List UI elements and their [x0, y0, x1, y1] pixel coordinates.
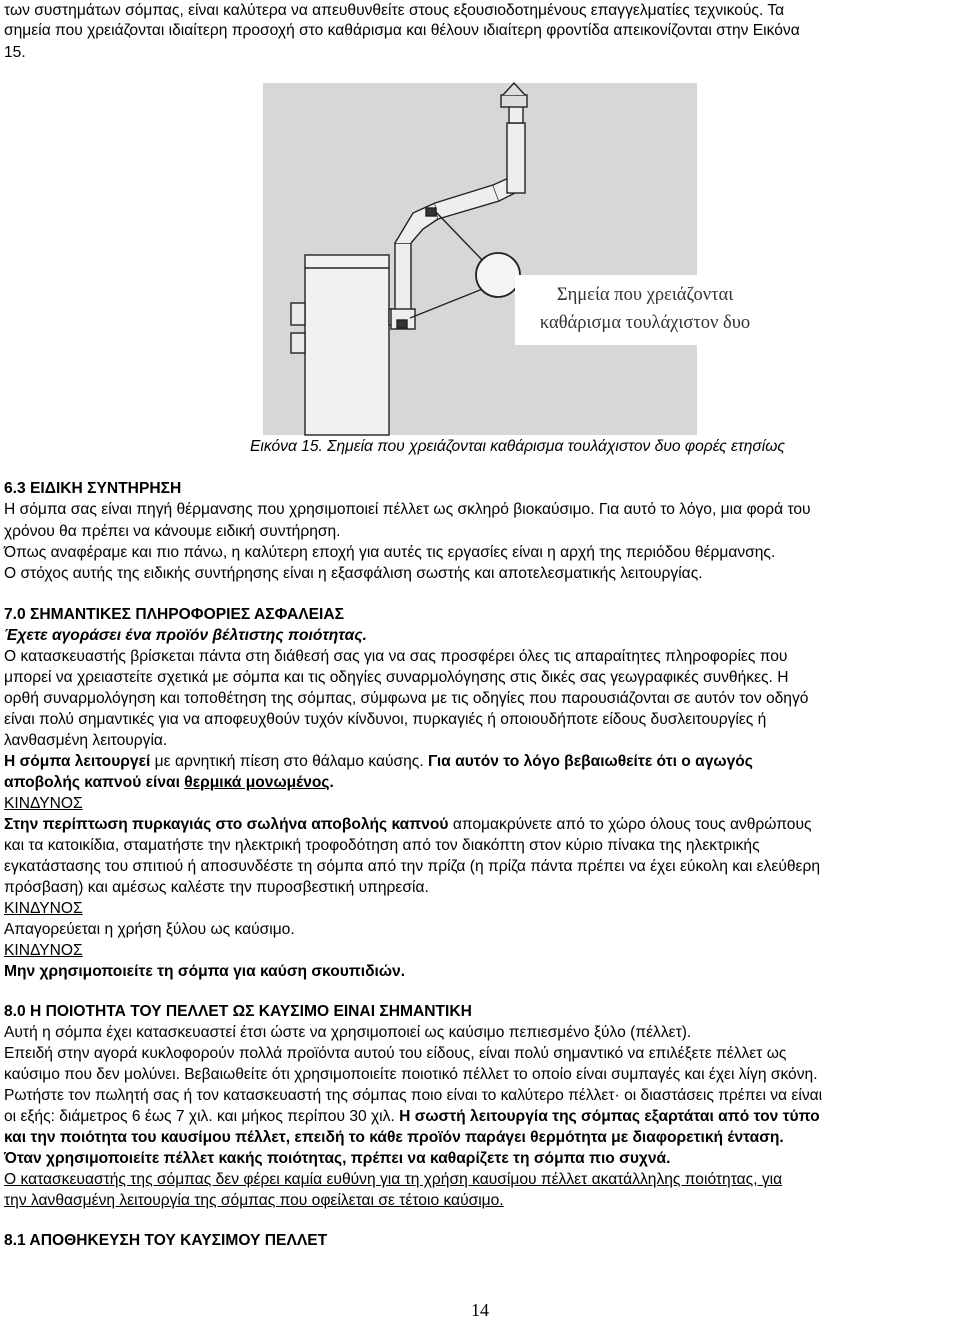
text: απομακρύνετε από το χώρο όλους τους ανθρώπους: [448, 816, 812, 833]
stove-body: [305, 255, 389, 435]
underlined-text: θερμικά μονωμένος: [184, 774, 330, 791]
stove-diagram: [263, 83, 697, 435]
section-heading: 8.0 Η ΠΟΙΟΤΗΤΑ ΤΟΥ ΠΕΛΛΕΤ ΩΣ ΚΑΥΣΙΜΟ ΕΙΝΑΙ ΣΗΜΑΝΤΙΚΗ: [4, 1003, 472, 1020]
paragraph-line: ορθή συναρμολόγηση και τοποθέτηση της σόμπας, σύμφωνα με τις οδηγίες που παρουσιάζονται σε αυτόν τον οδηγό: [4, 690, 809, 707]
paragraph-line: πρόσβαση) και αμέσως καλέστε την πυροσβεστική υπηρεσία.: [4, 879, 429, 896]
paragraph-line: Απαγορεύεται η χρήση ξύλου ως καύσιμο.: [4, 921, 295, 938]
paragraph-line: Ρωτήστε τον πωλητή σας ή τον κατασκευαστή της σόμπας ποιο είναι το καλύτερο πέλλετ· οι διαστάσεις πρέπει να είναι: [4, 1087, 823, 1104]
paragraph-line: Αυτή η σόμπα έχει κατασκευαστεί έτσι ώστε να χρησιμοποιεί ως καύσιμο πεπιεσμένο ξύλο (πέλλετ).: [4, 1024, 692, 1041]
bold-text: Στην περίπτωση πυρκαγιάς στο σωλήνα αποβολής καπνού: [4, 816, 449, 833]
paragraph-line: Όπως αναφέραμε και πιο πάνω, η καλύτερη εποχή για αυτές τις εργασίες είναι η αρχή της περιόδου θέρμανσης.: [4, 544, 776, 561]
paragraph-line: [4, 773, 334, 793]
callout-line: Σημεία που χρειάζονται: [556, 285, 734, 305]
paragraph-line: Επειδή στην αγορά κυκλοφορούν πολλά προϊόντα αυτού του είδους, είναι πολύ σημαντικό να επιλέξετε πέλλετ ως: [4, 1045, 787, 1062]
figure-caption: Εικόνα 15. Σημεία που χρειάζονται καθάρισμα τουλάχιστον δυο φορές ετησίως: [250, 438, 785, 455]
paragraph-line: [4, 1107, 820, 1127]
intro-line: των συστημάτων σόμπας, είναι καλύτερα να απευθυνθείτε στους εξουσιοδοτημένους επαγγελματίες τεχνικούς. Τα: [4, 2, 785, 19]
paragraph-line: την λανθασμένη λειτουργία της σόμπας που οφείλεται σε τέτοιο καύσιμο.: [4, 1192, 504, 1209]
danger-label: ΚΙΝΔΥΝΟΣ: [4, 900, 83, 917]
bold-text: αποβολής καπνού είναι: [4, 774, 185, 791]
paragraph-line: Όταν χρησιμοποιείτε πέλλετ κακής ποιότητας, πρέπει να καθαρίζετε τη σόμπα πιο συχνά.: [4, 1150, 671, 1167]
paragraph-line: και τα κατοικίδια, σταματήστε την ηλεκτρική τροφοδότηση από τον διακόπτη στον κύριο πίνακα της ηλεκτρικής: [4, 837, 760, 854]
danger-label: ΚΙΝΔΥΝΟΣ: [4, 795, 83, 812]
chimney-pipe: [507, 123, 525, 193]
intro-line: σημεία που χρειάζονται ιδιαίτερη προσοχή στο καθάρισμα και θέλουν ιδιαίτερη φροντίδα απεικονίζονται στην Εικόνα: [4, 22, 800, 39]
bold-text: Η σωστή λειτουργία της σόμπας εξαρτάται από τον τύπο: [399, 1108, 820, 1125]
paragraph-line: λανθασμένη λειτουργία.: [4, 732, 168, 749]
paragraph-line: Μην χρησιμοποιείτε τη σόμπα για καύση σκουπιδιών.: [4, 963, 406, 980]
paragraph-line: καύσιμο που δεν μολύνει. Βεβαιωθείτε ότι χρησιμοποιείτε ποιοτικό πέλλετ το οποίο είναι συμπαγές και έχει λίγη σκόνη.: [4, 1066, 818, 1083]
text: με αρνητική πίεση στο θάλαμο καύσης.: [150, 753, 428, 770]
paragraph-line: [4, 815, 812, 835]
section-heading: 7.0 ΣΗΜΑΝΤΙΚΕΣ ΠΛΗΡΟΦΟΡΙΕΣ ΑΣΦΑΛΕΙΑΣ: [4, 606, 344, 623]
paragraph-line: Η σόμπα σας είναι πηγή θέρμανσης που χρησιμοποιεί πέλλετ ως σκληρό βιοκαύσιμο. Για αυτό το λόγο, μια φορά του: [4, 501, 811, 518]
callout-line: καθάρισμα τουλάχιστον δυο: [539, 313, 751, 333]
cleaning-point-circle: [476, 253, 520, 297]
subheading: Έχετε αγοράσει ένα προϊόν βέλτιστης ποιότητας.: [4, 627, 367, 644]
paragraph-line: Ο κατασκευαστής βρίσκεται πάντα στη διάθεσή σας για να σας προσφέρει όλες τις απαραίτητες πληροφορίες που: [4, 648, 788, 665]
bold-text: Για αυτόν το λόγο βεβαιωθείτε ότι ο αγωγός: [427, 753, 753, 770]
figure-callout: [515, 275, 775, 345]
bold-text: Η σόμπα λειτουργεί: [4, 753, 151, 770]
paragraph-line: Ο κατασκευαστής της σόμπας δεν φέρει καμία ευθύνη για τη χρήση καυσίμου πέλλετ ακατάλληλης ποιότητας, για: [4, 1171, 783, 1188]
page-number: 14: [471, 1300, 489, 1320]
paragraph-line: χρόνου θα πρέπει να κάνουμε ειδική συντήρηση.: [4, 523, 341, 540]
section-heading: 8.1 ΑΠΟΘΗΚΕΥΣΗ ΤΟΥ ΚΑΥΣΙΜΟΥ ΠΕΛΛΕΤ: [4, 1232, 328, 1249]
text: οι εξής: διάμετρος 6 έως 7 χιλ. και μήκος περίπου 30 χιλ.: [4, 1108, 400, 1125]
paragraph-line: [4, 752, 753, 772]
danger-label: ΚΙΝΔΥΝΟΣ: [4, 942, 83, 959]
section-heading: 6.3 ΕΙΔΙΚΗ ΣΥΝΤΗΡΗΣΗ: [4, 480, 182, 497]
stove-chimney-figure: [263, 83, 751, 435]
paragraph-line: μπορεί να χρειαστείτε σχετικά με σόμπα και τις οδηγίες συναρμολόγησης στις δικές σας γεωγραφικές συνθήκες. Η: [4, 669, 789, 686]
paragraph-line: και την ποιότητα του καυσίμου πέλλετ, επειδή το κάθε προϊόν παράγει θερμότητα με διαφορετική ένταση.: [4, 1129, 784, 1146]
paragraph-line: είναι πολύ σημαντικές για να αποφευχθούν τυχόν κίνδυνοι, πυρκαγιές ή οποιουδήποτε είδους δυσλειτουργίες ή: [4, 711, 767, 728]
bold-text: .: [329, 774, 334, 791]
paragraph-line: εγκατάστασης του σπιτιού ή αποσυνδέστε τη σόμπα από την πρίζα (η πρίζα πάντα πρέπει να έχει εύκολη και ελεύθερη: [4, 858, 821, 875]
intro-line: 15.: [4, 44, 26, 61]
paragraph-line: Ο στόχος αυτής της ειδικής συντήρησης είναι η εξασφάλιση σωστής και αποτελεσματικής λειτουργίας.: [4, 565, 703, 582]
